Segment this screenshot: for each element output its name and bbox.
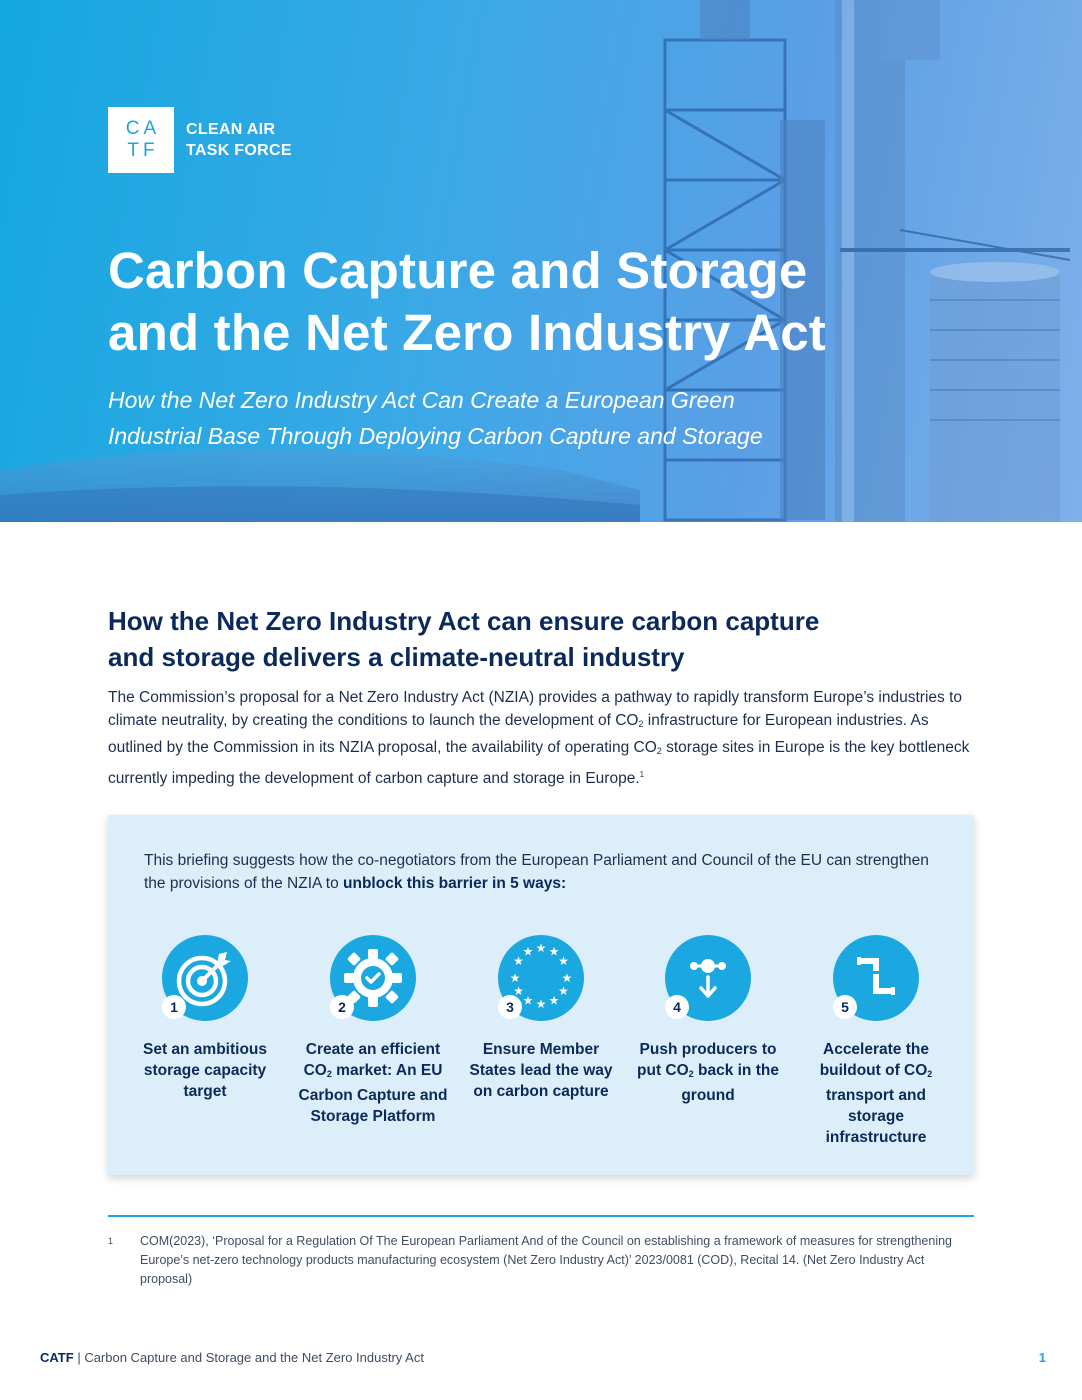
svg-text:★: ★ bbox=[558, 954, 569, 968]
svg-text:★: ★ bbox=[558, 984, 569, 998]
way-1-number: 1 bbox=[162, 995, 186, 1019]
svg-text:★: ★ bbox=[535, 941, 547, 955]
section-heading bbox=[108, 603, 968, 675]
five-ways-panel bbox=[108, 815, 974, 1175]
logo-text-line1: CLEAN AIR bbox=[186, 121, 276, 138]
intro-part3: storage sites in Europe is the key bottleneck currently impeding the development of carbon capture and storage in Europe. bbox=[108, 739, 970, 787]
hero-banner bbox=[0, 0, 1082, 522]
intro-part1: The Commission’s proposal for a Net Zero Industry Act (NZIA) provides a pathway to rapidly transform Europe’s industries to climate neutrality, by creating the conditions to launch the development of CO bbox=[108, 689, 963, 729]
way-4-icon-circle bbox=[665, 935, 751, 1021]
way-item-4 bbox=[628, 935, 788, 1106]
svg-text:★: ★ bbox=[522, 944, 534, 959]
way-item-1 bbox=[125, 935, 285, 1102]
page-footer bbox=[40, 1350, 1046, 1365]
way-3-icon-circle bbox=[498, 935, 584, 1021]
subtitle-line1: How the Net Zero Industry Act Can Create a European Green bbox=[108, 387, 735, 413]
page-subtitle bbox=[108, 382, 888, 454]
footnote-ref[interactable]: 1 bbox=[639, 770, 645, 779]
way-3-number: 3 bbox=[498, 995, 522, 1019]
way-2-icon-circle bbox=[330, 935, 416, 1021]
way-4-label-sub: 2 bbox=[688, 1069, 694, 1079]
way-1-label bbox=[125, 1039, 285, 1102]
footnote-divider bbox=[108, 1215, 974, 1217]
way-2-label bbox=[293, 1039, 453, 1127]
svg-text:★: ★ bbox=[522, 993, 534, 1008]
way-3-label bbox=[461, 1039, 621, 1102]
svg-text:★: ★ bbox=[509, 971, 521, 985]
intro-paragraph bbox=[108, 686, 978, 790]
panel-intro-bold: unblock this barrier in 5 ways: bbox=[343, 875, 567, 892]
way-4-number: 4 bbox=[665, 995, 689, 1019]
way-2-label-a: Create an efficient CO bbox=[303, 1041, 441, 1079]
svg-text:★: ★ bbox=[561, 971, 573, 985]
page-title bbox=[108, 240, 908, 364]
subtitle-line2: Industrial Base Through Deploying Carbon Capture and Storage bbox=[108, 423, 763, 449]
svg-text:★: ★ bbox=[513, 954, 524, 968]
svg-text:★: ★ bbox=[535, 997, 547, 1011]
way-item-3 bbox=[461, 935, 621, 1102]
way-5-label-sub: 2 bbox=[927, 1069, 933, 1079]
title-line2: and the Net Zero Industry Act bbox=[108, 304, 826, 361]
logo-text-line2: TASK FORCE bbox=[186, 142, 292, 159]
way-1-label-a: Set an ambitious storage capacity target bbox=[142, 1041, 268, 1100]
title-line1: Carbon Capture and Storage bbox=[108, 242, 808, 299]
footnote-mark: 1 bbox=[108, 1236, 114, 1246]
way-5-label-a: Accelerate the buildout of CO bbox=[819, 1041, 929, 1079]
ways-list bbox=[108, 935, 974, 1165]
section-heading-line1: How the Net Zero Industry Act can ensure carbon capture bbox=[108, 606, 820, 636]
footer-separator: | bbox=[73, 1350, 85, 1365]
way-5-number: 5 bbox=[833, 995, 857, 1019]
footnote bbox=[108, 1232, 974, 1289]
logo-mark-bottom: TF bbox=[127, 140, 159, 161]
svg-text:★: ★ bbox=[513, 984, 524, 998]
way-2-number: 2 bbox=[330, 995, 354, 1019]
footnote-text: COM(2023), ‘Proposal for a Regulation Of The European Parliament And of the Council on establishing a framework of measures for strengthening Europe’s net-zero technology products manufacturing ecosystem (Net Zero Industry Act)’ 2023/0081 (COD), Recital 14. (Net Zero Industry Act proposal) bbox=[140, 1234, 953, 1286]
way-item-5 bbox=[796, 935, 956, 1148]
intro-sub1: 2 bbox=[638, 719, 644, 729]
footer-left bbox=[40, 1350, 424, 1365]
svg-text:★: ★ bbox=[548, 993, 560, 1008]
way-2-label-sub: 2 bbox=[326, 1069, 332, 1079]
logo-wordmark bbox=[186, 119, 292, 161]
page-number: 1 bbox=[1038, 1350, 1046, 1365]
way-3-label-a: Ensure Member States lead the way on carbon capture bbox=[469, 1041, 613, 1100]
panel-intro-text: This briefing suggests how the co-negotiators from the European Parliament and Council of the EU can strengthen the provisions of the NZIA to bbox=[144, 852, 929, 892]
catf-logo-mark bbox=[108, 107, 174, 173]
way-1-icon-circle bbox=[162, 935, 248, 1021]
way-2-label-b: market: An EU Carbon Capture and Storage Platform bbox=[298, 1062, 448, 1125]
way-5-icon-circle bbox=[833, 935, 919, 1021]
intro-sub2: 2 bbox=[656, 746, 662, 756]
svg-text:★: ★ bbox=[548, 944, 560, 959]
way-4-label-b: back in the ground bbox=[681, 1062, 779, 1104]
way-4-label-a: Push producers to put CO bbox=[637, 1041, 777, 1079]
way-item-2 bbox=[293, 935, 453, 1127]
way-4-label bbox=[628, 1039, 788, 1106]
catf-logo bbox=[108, 107, 292, 173]
logo-mark-top: CA bbox=[125, 118, 161, 139]
way-5-label bbox=[796, 1039, 956, 1148]
footer-doc-title: Carbon Capture and Storage and the Net Zero Industry Act bbox=[84, 1350, 424, 1365]
section-heading-line2: and storage delivers a climate-neutral industry bbox=[108, 642, 685, 672]
way-5-label-b: transport and storage infrastructure bbox=[825, 1087, 927, 1146]
intro-part2: infrastructure for European industries. As outlined by the Commission in its NZIA proposal, the availability of operating CO bbox=[108, 712, 929, 756]
footer-brand: CATF bbox=[40, 1350, 74, 1365]
panel-intro bbox=[144, 849, 944, 895]
